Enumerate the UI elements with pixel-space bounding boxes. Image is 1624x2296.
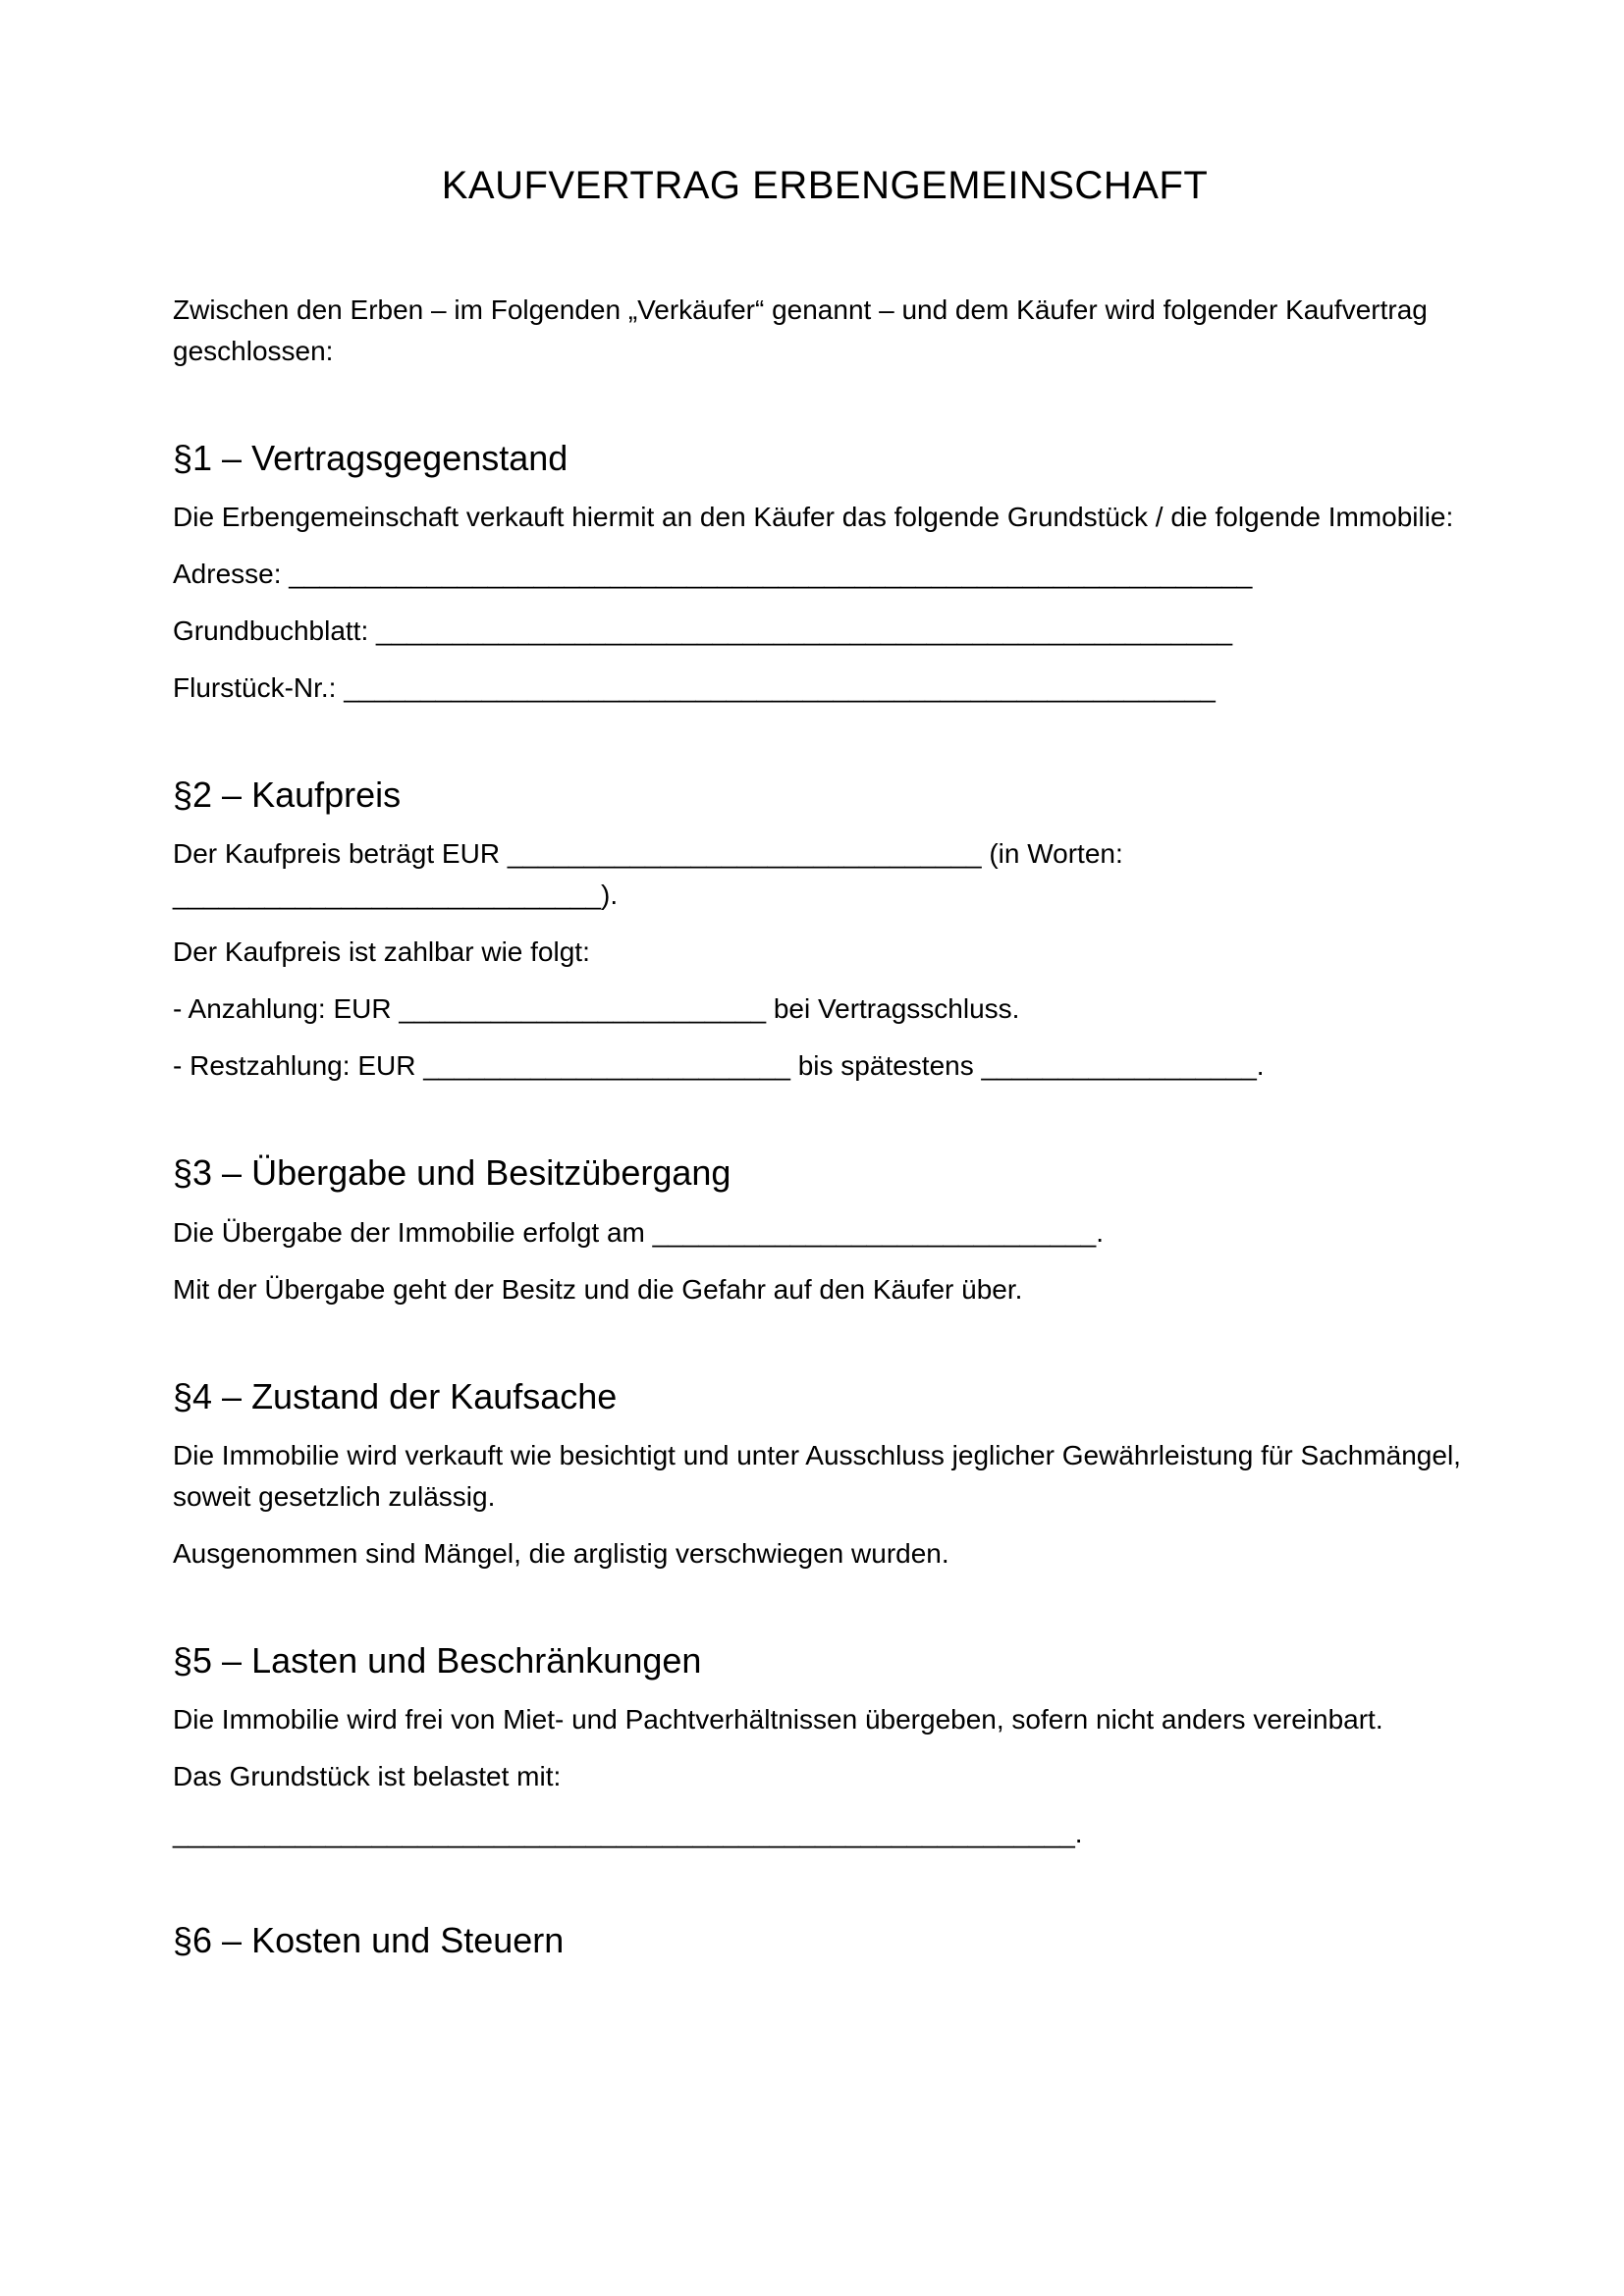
payment-terms-intro: Der Kaufpreis ist zahlbar wie folgt: (173, 936, 590, 968)
section-costs-taxes (173, 1919, 1477, 1961)
condition-disclaimer-paragraph: Die Immobilie wird verkauft wie besichtigt und unter Ausschluss jeglicher Gewährleistung für Sachmängel, soweit gesetzlich zulässig. (173, 1439, 1461, 1512)
section-handover (173, 1151, 1477, 1309)
section-contract-object (173, 437, 1477, 709)
section-5-heading: §5 – Lasten und Beschränkungen (173, 1639, 702, 1681)
section-4-heading: §4 – Zustand der Kaufsache (173, 1375, 618, 1416)
section-1-heading: §1 – Vertragsgegenstand (173, 438, 568, 478)
land-register-field-line: Grundbuchblatt: ________________________________________________________ (173, 615, 1233, 647)
section-2-heading: §2 – Kaufpreis (173, 774, 402, 816)
final-payment-line: - Restzahlung: EUR ________________________ bis spätestens __________________. (173, 1050, 1265, 1082)
down-payment-line: - Anzahlung: EUR ________________________ bei Vertragsschluss. (173, 993, 1020, 1025)
lease-free-paragraph: Die Immobilie wird frei von Miet- und Pachtverhältnissen übergeben, sofern nicht anders vereinbart. (173, 1703, 1383, 1735)
risk-transfer-paragraph: Mit der Übergabe geht der Besitz und die Gefahr auf den Käufer über. (173, 1273, 1023, 1305)
section-condition (173, 1375, 1477, 1575)
hidden-defects-paragraph: Ausgenommen sind Mängel, die arglistig verschwiegen wurden. (173, 1537, 949, 1569)
purchase-price-line: Der Kaufpreis beträgt EUR _______________________________ (in Worten: ____________________________). (173, 838, 1123, 911)
encumbrances-intro-line: Das Grundstück ist belastet mit: (173, 1760, 562, 1791)
section-purchase-price (173, 774, 1477, 1087)
intro-paragraph: Zwischen den Erben – im Folgenden „Verkäufer“ genannt – und dem Käufer wird folgender Kaufvertrag geschlossen: (173, 294, 1428, 366)
property-description-paragraph: Die Erbengemeinschaft verkauft hiermit an den Käufer das folgende Grundstück / die folgende Immobilie: (173, 502, 1454, 533)
section-6-heading: §6 – Kosten und Steuern (173, 1919, 565, 1960)
section-3-heading: §3 – Übergabe und Besitzübergang (173, 1152, 731, 1194)
parcel-number-field-line: Flurstück-Nr.: _________________________________________________________ (173, 672, 1216, 704)
address-field-line: Adresse: _______________________________________________________________ (173, 559, 1253, 590)
handover-date-line: Die Übergabe der Immobilie erfolgt am _____________________________. (173, 1216, 1105, 1248)
section-encumbrances (173, 1639, 1477, 1854)
document-title: KAUFVERTRAG ERBENGEMEINSCHAFT (441, 164, 1209, 207)
encumbrances-blank-line: ___________________________________________________________. (173, 1817, 1083, 1848)
